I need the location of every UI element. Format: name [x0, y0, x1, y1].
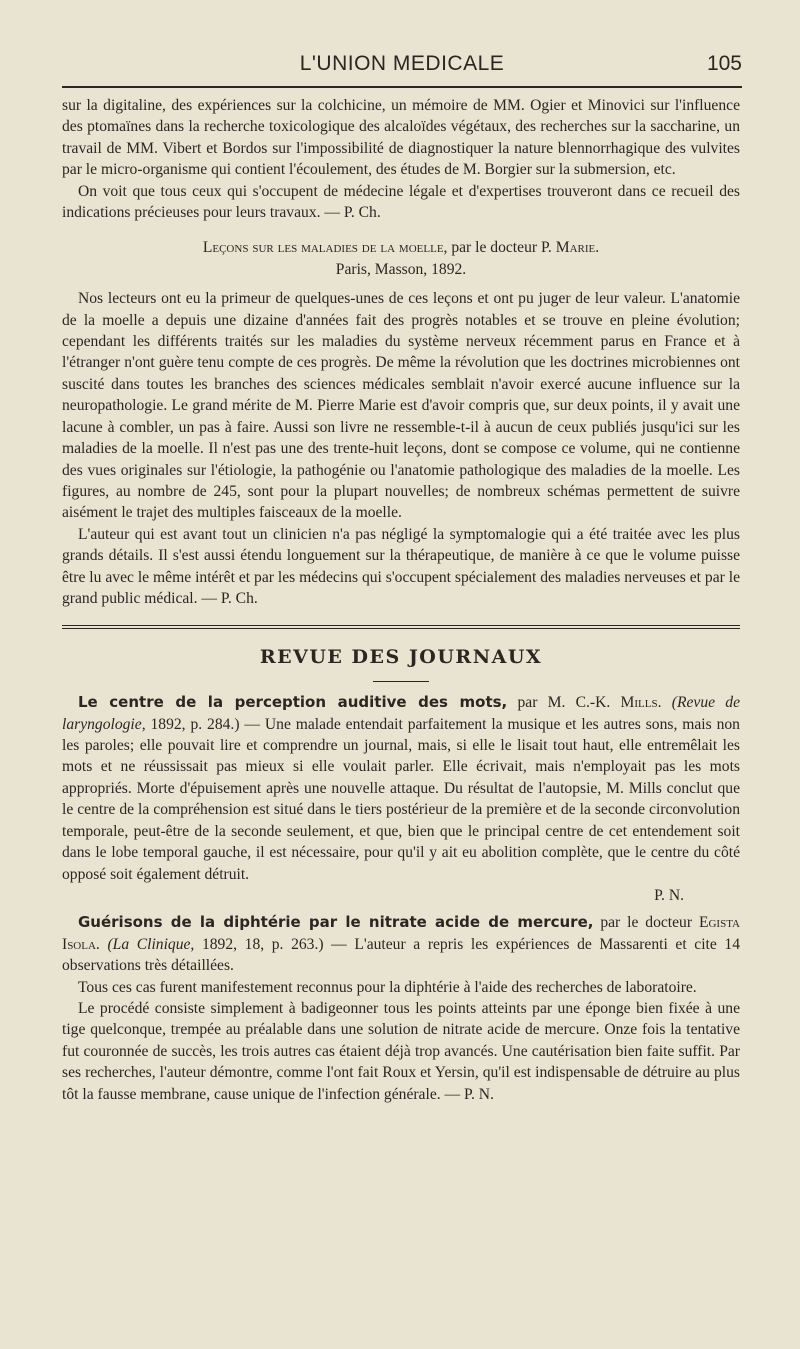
- article-source: (Revue de laryngologie,: [62, 694, 741, 733]
- article-author: Egista Isola.: [62, 914, 740, 953]
- paragraph: Tous ces cas furent manifestement reconnus pour la diphtérie à l'aide des recherches de laboratoire.: [78, 978, 697, 996]
- running-title: L'UNION MEDICALE: [299, 52, 505, 75]
- section-title: REVUE DES JOURNAUX: [259, 646, 543, 669]
- book-publisher: Paris, Masson, 1892.: [335, 260, 467, 278]
- article-by: par le docteur: [593, 914, 699, 932]
- paragraph: Nos lecteurs ont eu la primeur de quelques-unes de ces leçons et ont pu juger de leur valeur. L'anatomie de la moelle a depuis une dizaine d'années fait des progrès notables et se trouve en pleine évolution; cependant les différents traités sur les maladies du système nerveux récemment parus en France et à l'étranger n'ont guère tenu compte de ces progrès. De même la révolution que les doctrines microbiennes ont suscité dans toutes les branches des sciences médicales semblait n'avoir exercé aucune influence sur la neuropathologie. Le grand mérite de M. Pierre Marie est d'avoir compris que, sur deux points, il y avait une lacune à combler, un pas à faire. Aussi son livre ne ressemble-t-il à aucun de ceux publiés jusqu'ici sur les maladies de la moelle. Il n'est pas une des trente-huit leçons, dont se compose ce volume, qui ne contienne des vues originales sur l'étiologie, la pathogénie ou l'anatomie pathologique des maladies de la moelle. Les figures, au nombre de 245, sont pour la plupart nouvelles; de nombreux schémas permettent de suivre aisément le trajet des multiples faisceaux de la moelle.: [62, 290, 740, 522]
- article-ref: 1892, p. 284.) —: [145, 715, 265, 733]
- article-ref: 1892, 18, p. 263.) —: [194, 935, 355, 953]
- page-header: [62, 52, 742, 82]
- article-author: Mills.: [620, 694, 662, 712]
- article-by: par M. C.-K.: [507, 694, 621, 712]
- article: [62, 912, 740, 976]
- paragraph: sur la digitaline, des expériences sur la colchicine, un mémoire de MM. Ogier et Minovici sur l'influence des ptomaïnes dans la recherche toxicologique des alcaloïdes végétaux, des recherches sur la saccharine, un travail de MM. Vibert et Bordos sur l'impossibilité de diagnostiquer la nature blennorrhagique des vulvites par le micro-organisme qui contient l'écoulement, des études de M. Borgier sur la submersion, etc.: [62, 97, 740, 179]
- page-number: 105: [706, 52, 742, 75]
- section-divider: [62, 625, 740, 629]
- paragraph: Le procédé consiste simplement à badigeonner tous les points atteints par une éponge bien fixée à une tige quelconque, trempée au préalable dans une solution de nitrate acide de mercure. Onze fois la tentative fut couronnée de succès, les trois autres cas étaient déjà trop avancés. Une cautérisation bien faite suffit. Par ses recherches, l'auteur démontre, comme l'ont fait Roux et Yersin, qu'il est indispensable de détruire au plus tôt la fausse membrane, cause unique de l'infection générale. — P. N.: [62, 999, 740, 1103]
- header-rule: [62, 86, 742, 88]
- article-title: Le centre de la perception auditive des mots,: [78, 693, 508, 712]
- article-source: (La Clinique,: [107, 935, 195, 953]
- book-author-prefix: par le docteur P.: [447, 239, 556, 257]
- paragraph: L'auteur qui est avant tout un clinicien n'a pas négligé la symptomalogie qui a été traitée avec les plus grands détails. Il s'est aussi étendu longuement sur la thérapeutique, de manière à ce que le volume puisse être lu avec le même intérêt et par les médecins qui s'occupent spécialement des maladies nerveuses et par le grand public médical. — P. Ch.: [62, 525, 740, 607]
- book-author: Marie.: [555, 239, 600, 257]
- page-body: [62, 95, 740, 1105]
- article-body: Une malade entendait parfaitement la musique et les autres sons, mais non les paroles; elle pouvait lire et comprendre un journal, mais, si elle le lisait tout haut, elle entremêlait les mots et ne réussissait pas mieux si elle voulait parler. Elle écrivait, mais n'employait pas les mots appropriés. Morte d'épuisement après une nouvelle attaque. Du résultat de l'autopsie, M. Mills conclut que le centre de la compréhension est situé dans le tiers postérieur de la première et de la seconde circonvolution temporale, peut-être de la seconde seulement, et que, bien que le principal centre de cet entendement soit dans le lobe temporal gauche, il est nécessaire, pour qu'il y ait eu abolition complète, que le centre du côté opposé soit également détruit.: [62, 715, 740, 883]
- book-title: Leçons sur les maladies de la moelle,: [202, 239, 448, 257]
- article-body: L'auteur a repris les expériences de Massarenti et cite 14 observations très détaillées.: [62, 935, 741, 975]
- article: [62, 692, 740, 885]
- article-signature: P. N.: [654, 886, 684, 904]
- article-title: Guérisons de la diphtérie par le nitrate acide de mercure,: [78, 913, 594, 932]
- book-review-heading: [62, 237, 740, 258]
- title-underline: [373, 681, 429, 683]
- paragraph: On voit que tous ceux qui s'occupent de médecine légale et d'expertises trouveront dans ce recueil des indications précieuses pour leurs travaux. — P. Ch.: [62, 182, 740, 222]
